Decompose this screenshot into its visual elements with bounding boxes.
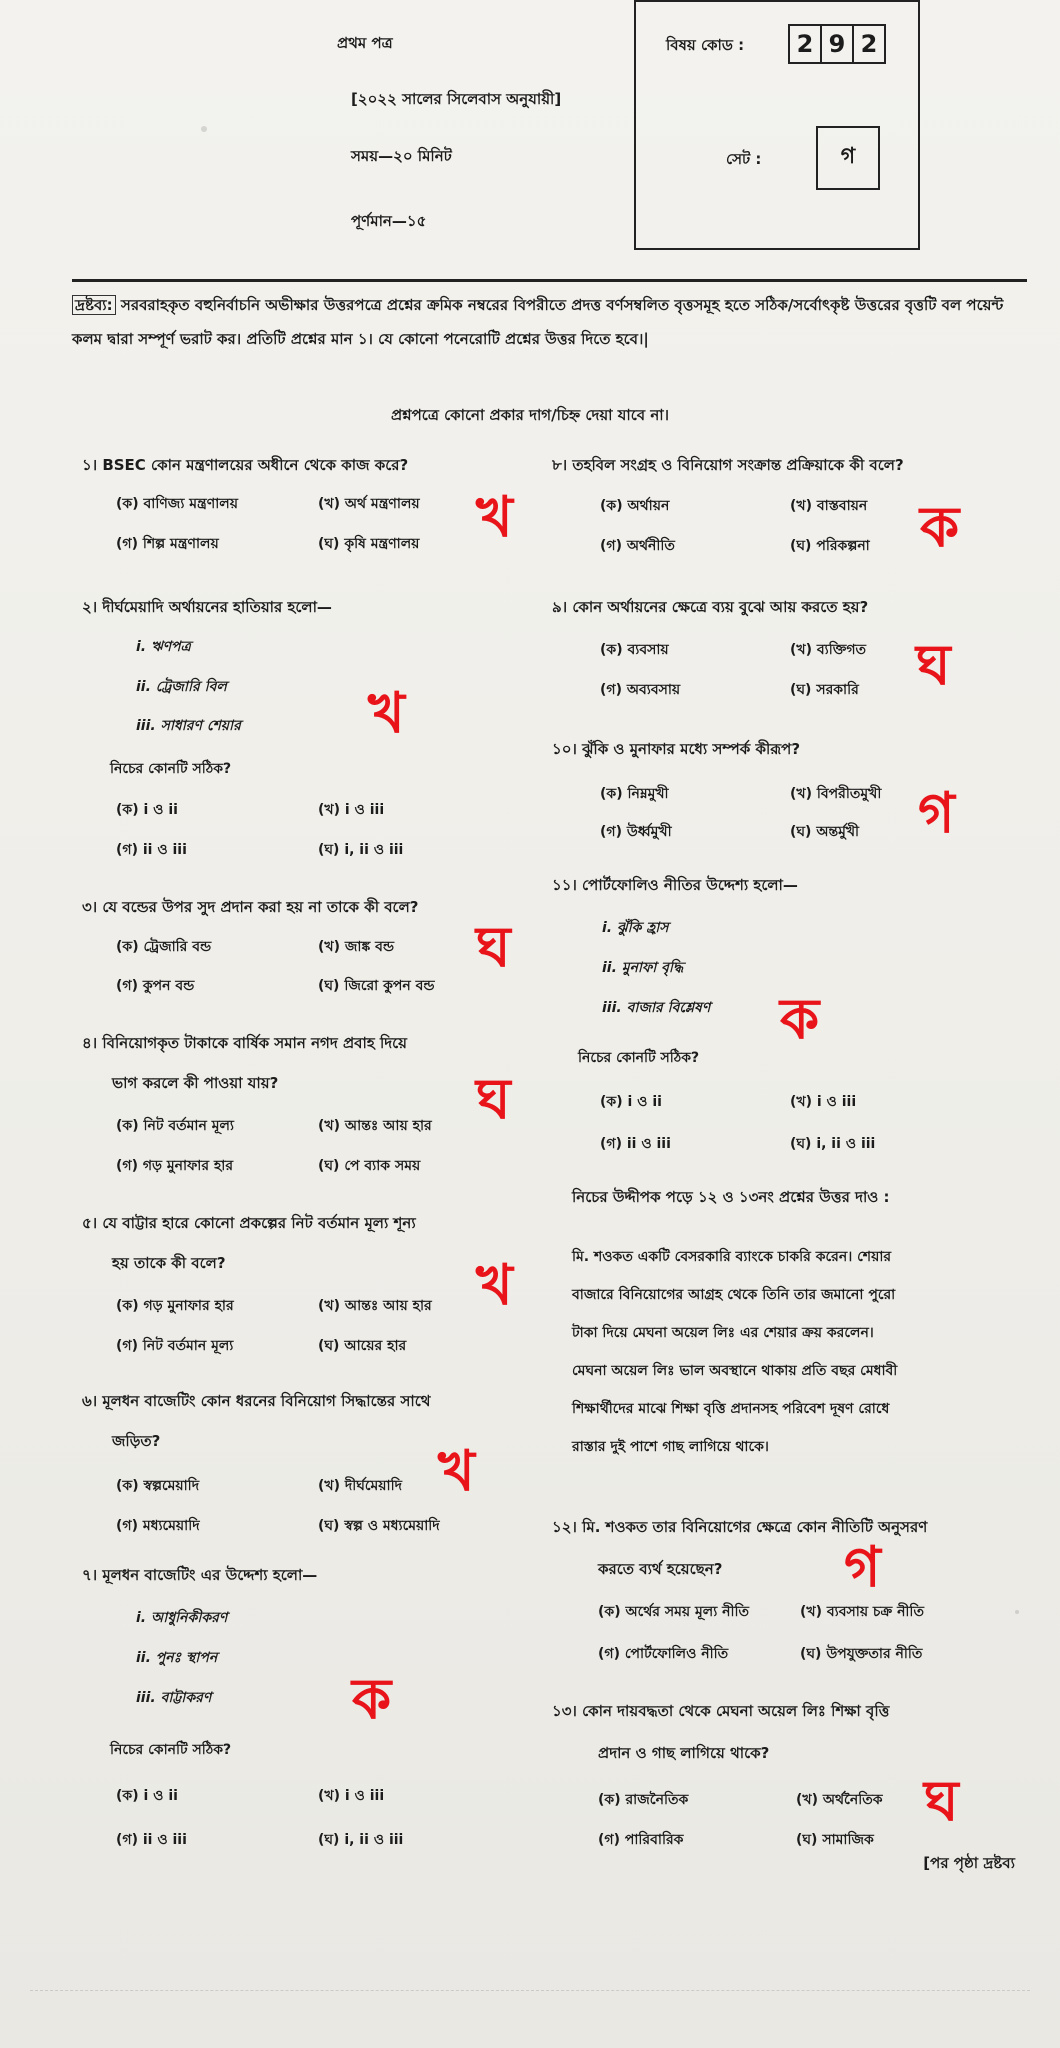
option-gha: (ঘ) জিরো কুপন বন্ড — [318, 978, 435, 994]
option-ka: (ক) স্বল্পমেয়াদি — [116, 1478, 200, 1494]
stimulus-line: মেঘনা অয়েল লিঃ ভাল অবস্থানে থাকায় প্রতি বছর মেধাবী — [572, 1363, 898, 1379]
option-gha: (ঘ) সামাজিক — [796, 1832, 874, 1848]
question-12-cont: করতে ব্যর্থ হয়েছেন? — [598, 1560, 723, 1578]
option-ga: (গ) ii ও iii — [600, 1136, 671, 1152]
option-ga: (গ) গড় মুনাফার হার — [116, 1158, 234, 1174]
statement-iii: iii. বাজার বিশ্লেষণ — [602, 1000, 711, 1016]
option-ka: (ক) ব্যবসায় — [600, 642, 669, 658]
option-ga: (গ) পারিবারিক — [598, 1832, 684, 1848]
statement-i: i. ঝুঁকি হ্রাস — [602, 920, 669, 936]
option-gha: (ঘ) পে ব্যাক সময় — [318, 1158, 421, 1174]
question-3: ৩। যে বন্ডের উপর সুদ প্রদান করা হয় না তাকে কী বলে? — [82, 898, 419, 916]
question-12: ১২। মি. শওকত তার বিনিয়োগের ক্ষেত্রে কোন নীতিটি অনুসরণ — [552, 1518, 928, 1536]
time-label: সময়—২০ মিনিট — [351, 147, 452, 165]
stimulus-line: মি. শওকত একটি বেসরকারি ব্যাংকে চাকরি করেন। শেয়ার — [572, 1249, 892, 1265]
stimulus-passage — [572, 1238, 897, 1466]
answer-mark: ঘ — [476, 1067, 511, 1132]
option-kha: (খ) দীর্ঘমেয়াদি — [318, 1478, 402, 1494]
subject-code-digit: 2 — [788, 24, 822, 64]
next-page-note: [পর পৃষ্ঠা দ্রষ্টব্য — [923, 1854, 1015, 1872]
question-11: ১১। পোর্টফোলিও নীতির উদ্দেশ্য হলো— — [552, 876, 798, 894]
option-ka: (ক) অর্থায়ন — [600, 498, 670, 514]
question-2: ২। দীর্ঘমেয়াদি অর্থায়নের হাতিয়ার হলো— — [82, 598, 332, 616]
paper-label: প্রথম পত্র — [337, 34, 393, 52]
which-correct: নিচের কোনটি সঠিক? — [110, 1742, 232, 1758]
option-ga: (গ) ii ও iii — [116, 842, 187, 858]
which-correct: নিচের কোনটি সঠিক? — [110, 761, 232, 777]
option-kha: (খ) আন্তঃ আয় হার — [318, 1298, 432, 1314]
which-correct: নিচের কোনটি সঠিক? — [578, 1050, 700, 1066]
instruction-note — [72, 288, 1028, 356]
question-5-cont: হয় তাকে কী বলে? — [112, 1254, 226, 1272]
option-kha: (খ) অর্থ মন্ত্রণালয় — [318, 496, 420, 512]
question-9: ৯। কোন অর্থায়নের ক্ষেত্রে ব্যয় বুঝে আয় করতে হয়? — [552, 598, 869, 616]
option-kha: (খ) i ও iii — [790, 1094, 857, 1110]
subject-code-box — [634, 0, 920, 250]
set-value-box: গ — [816, 126, 880, 190]
scan-speck — [1015, 1610, 1019, 1614]
stimulus-line: টাকা দিয়ে মেঘনা অয়েল লিঃ এর শেয়ার ক্রয় করলেন। — [572, 1325, 874, 1341]
option-ka: (ক) গড় মুনাফার হার — [116, 1298, 234, 1314]
answer-mark: খ — [438, 1439, 475, 1504]
answer-mark: ক — [920, 495, 960, 560]
stimulus-line: শিক্ষার্থীদের মাঝে শিক্ষা বৃত্তি প্রদানসহ পরিবেশ দূষণ রোধে — [572, 1401, 890, 1417]
option-ka: (ক) i ও ii — [600, 1094, 662, 1110]
option-ka: (ক) অর্থের সময় মূল্য নীতি — [598, 1604, 750, 1620]
subject-code-digit: 9 — [820, 24, 854, 64]
subject-code-digits — [790, 24, 886, 64]
question-4: ৪। বিনিয়োগকৃত টাকাকে বার্ষিক সমান নগদ প্রবাহ দিয়ে — [82, 1034, 407, 1052]
answer-mark: ঘ — [916, 633, 951, 698]
option-kha: (খ) আন্তঃ আয় হার — [318, 1118, 432, 1134]
no-mark-warning: প্রশ্নপত্রে কোনো প্রকার দাগ/চিহ্ন দেয়া যাবে না। — [390, 406, 670, 424]
answer-mark: গ — [918, 781, 955, 846]
instruction-label: দ্রষ্টব্য: — [72, 295, 116, 315]
option-kha: (খ) জাঙ্ক বন্ড — [318, 939, 395, 955]
subject-code-label: বিষয় কোড : — [666, 36, 745, 54]
option-gha: (ঘ) i, ii ও iii — [318, 842, 404, 858]
option-gha: (ঘ) আয়ের হার — [318, 1338, 407, 1354]
answer-mark: ক — [780, 987, 820, 1052]
option-ga: (গ) পোর্টফোলিও নীতি — [598, 1646, 729, 1662]
statement-i: i. ঋণপত্র — [136, 639, 191, 655]
option-gha: (ঘ) সরকারি — [790, 682, 859, 698]
page-fold-line — [30, 1990, 1030, 1991]
option-ka: (ক) নিম্নমুখী — [600, 786, 669, 802]
question-1 — [82, 456, 408, 474]
set-label: সেট : — [726, 150, 762, 168]
question-7: ৭। মূলধন বাজেটিং এর উদ্দেশ্য হলো— — [82, 1566, 318, 1584]
answer-mark: খ — [476, 1253, 513, 1318]
answer-mark: ক — [352, 1667, 392, 1732]
question-13-cont: প্রদান ও গাছ লাগিয়ে থাকে? — [598, 1744, 770, 1762]
statement-iii: iii. সাধারণ শেয়ার — [136, 718, 241, 734]
answer-mark: গ — [844, 1535, 881, 1600]
question-6-cont: জড়িত? — [112, 1432, 161, 1450]
option-ga: (গ) নিট বর্তমান মূল্য — [116, 1338, 234, 1354]
option-ga: (গ) ii ও iii — [116, 1832, 187, 1848]
option-ka: (ক) i ও ii — [116, 1788, 178, 1804]
statement-ii: ii. পুনঃ স্থাপন — [136, 1650, 218, 1666]
question-6: ৬। মূলধন বাজেটিং কোন ধরনের বিনিয়োগ সিদ্ধান্তের সাথে — [82, 1392, 431, 1410]
question-text: ১। BSEC কোন মন্ত্রণালয়ের অধীনে থেকে কাজ করে? — [82, 456, 409, 474]
instruction-text: সরবরাহকৃত বহুনির্বাচনি অভীক্ষার উত্তরপত্রে প্রশ্নের ক্রমিক নম্বরের বিপরীতে প্রদত্ত বর্ণসম্বলিত বৃত্তসমূহ হতে সঠিক/সর্বোৎকৃষ্ট উত্তরের বৃত্তটি বল পয়েন্ট কলম দ্বারা সম্পূর্ণ ভরাট কর। প্রতিটি প্রশ্নের মান ১। যে কোনো পনেরোটি প্রশ্নের উত্তর দিতে হবে।| — [72, 296, 1004, 348]
option-ka: (ক) ট্রেজারি বন্ড — [116, 939, 212, 955]
statement-ii: ii. ট্রেজারি বিল — [136, 679, 227, 695]
answer-mark: ঘ — [924, 1769, 959, 1834]
option-gha: (ঘ) উপযুক্ততার নীতি — [800, 1646, 923, 1662]
answer-mark: খ — [368, 681, 405, 746]
option-ga: (গ) শিল্প মন্ত্রণালয় — [116, 536, 219, 552]
stimulus-heading: নিচের উদ্দীপক পড়ে ১২ ও ১৩নং প্রশ্নের উত্তর দাও : — [572, 1188, 890, 1206]
question-8: ৮। তহবিল সংগ্রহ ও বিনিয়োগ সংক্রান্ত প্রক্রিয়াকে কী বলে? — [552, 456, 904, 474]
option-kha: (খ) ব্যক্তিগত — [790, 642, 867, 658]
subject-code-digit: 2 — [852, 24, 886, 64]
scan-speck — [201, 126, 207, 132]
option-kha: (খ) বাস্তবায়ন — [790, 498, 868, 514]
option-gha: (ঘ) কৃষি মন্ত্রণালয় — [318, 536, 420, 552]
statement-ii: ii. মুনাফা বৃদ্ধি — [602, 960, 684, 976]
header-divider — [72, 279, 1027, 282]
option-kha: (খ) i ও iii — [318, 1788, 385, 1804]
option-ka: (ক) রাজনৈতিক — [598, 1792, 689, 1808]
option-gha: (ঘ) i, ii ও iii — [318, 1832, 404, 1848]
stimulus-line: রাস্তার দুই পাশে গাছ লাগিয়ে থাকে। — [572, 1439, 769, 1455]
statement-i: i. আধুনিকীকরণ — [136, 1610, 228, 1626]
question-13: ১৩। কোন দায়বদ্ধতা থেকে মেঘনা অয়েল লিঃ শিক্ষা বৃত্তি — [552, 1702, 890, 1720]
stimulus-line: বাজারে বিনিয়োগের আগ্রহ থেকে তিনি তার জমানো পুরো — [572, 1287, 896, 1303]
option-ga: (গ) অব্যবসায় — [600, 682, 681, 698]
question-10: ১০। ঝুঁকি ও মুনাফার মধ্যে সম্পর্ক কীরূপ? — [552, 740, 801, 758]
marks-label: পূর্ণমান—১৫ — [351, 212, 427, 230]
option-ga: (গ) উর্ধ্বমুখী — [600, 824, 672, 840]
question-5: ৫। যে বাট্টার হারে কোনো প্রকল্পের নিট বর্তমান মূল্য শূন্য — [82, 1214, 416, 1232]
option-ga: (গ) অর্থনীতি — [600, 538, 675, 554]
statement-iii: iii. বাট্টাকরণ — [136, 1690, 212, 1706]
option-gha: (ঘ) অন্তর্মুখী — [790, 824, 860, 840]
syllabus-label: [২০২২ সালের সিলেবাস অনুযায়ী] — [351, 90, 562, 108]
option-ga: (গ) কুপন বন্ড — [116, 978, 195, 994]
option-ka: (ক) বাণিজ্য মন্ত্রণালয় — [116, 496, 238, 512]
option-gha: (ঘ) পরিকল্পনা — [790, 538, 870, 554]
option-gha: (ঘ) i, ii ও iii — [790, 1136, 876, 1152]
option-ga: (গ) মধ্যমেয়াদি — [116, 1518, 200, 1534]
option-kha: (খ) বিপরীতমুখী — [790, 786, 882, 802]
answer-mark: খ — [476, 485, 513, 550]
option-ka: (ক) নিট বর্তমান মূল্য — [116, 1118, 234, 1134]
option-kha: (খ) অর্থনৈতিক — [796, 1792, 883, 1808]
option-kha: (খ) i ও iii — [318, 802, 385, 818]
question-4-cont: ভাগ করলে কী পাওয়া যায়? — [112, 1074, 279, 1092]
answer-mark: ঘ — [476, 915, 511, 980]
option-ka: (ক) i ও ii — [116, 802, 178, 818]
option-kha: (খ) ব্যবসায় চক্র নীতি — [800, 1604, 924, 1620]
option-gha: (ঘ) স্বল্প ও মধ্যমেয়াদি — [318, 1518, 440, 1534]
